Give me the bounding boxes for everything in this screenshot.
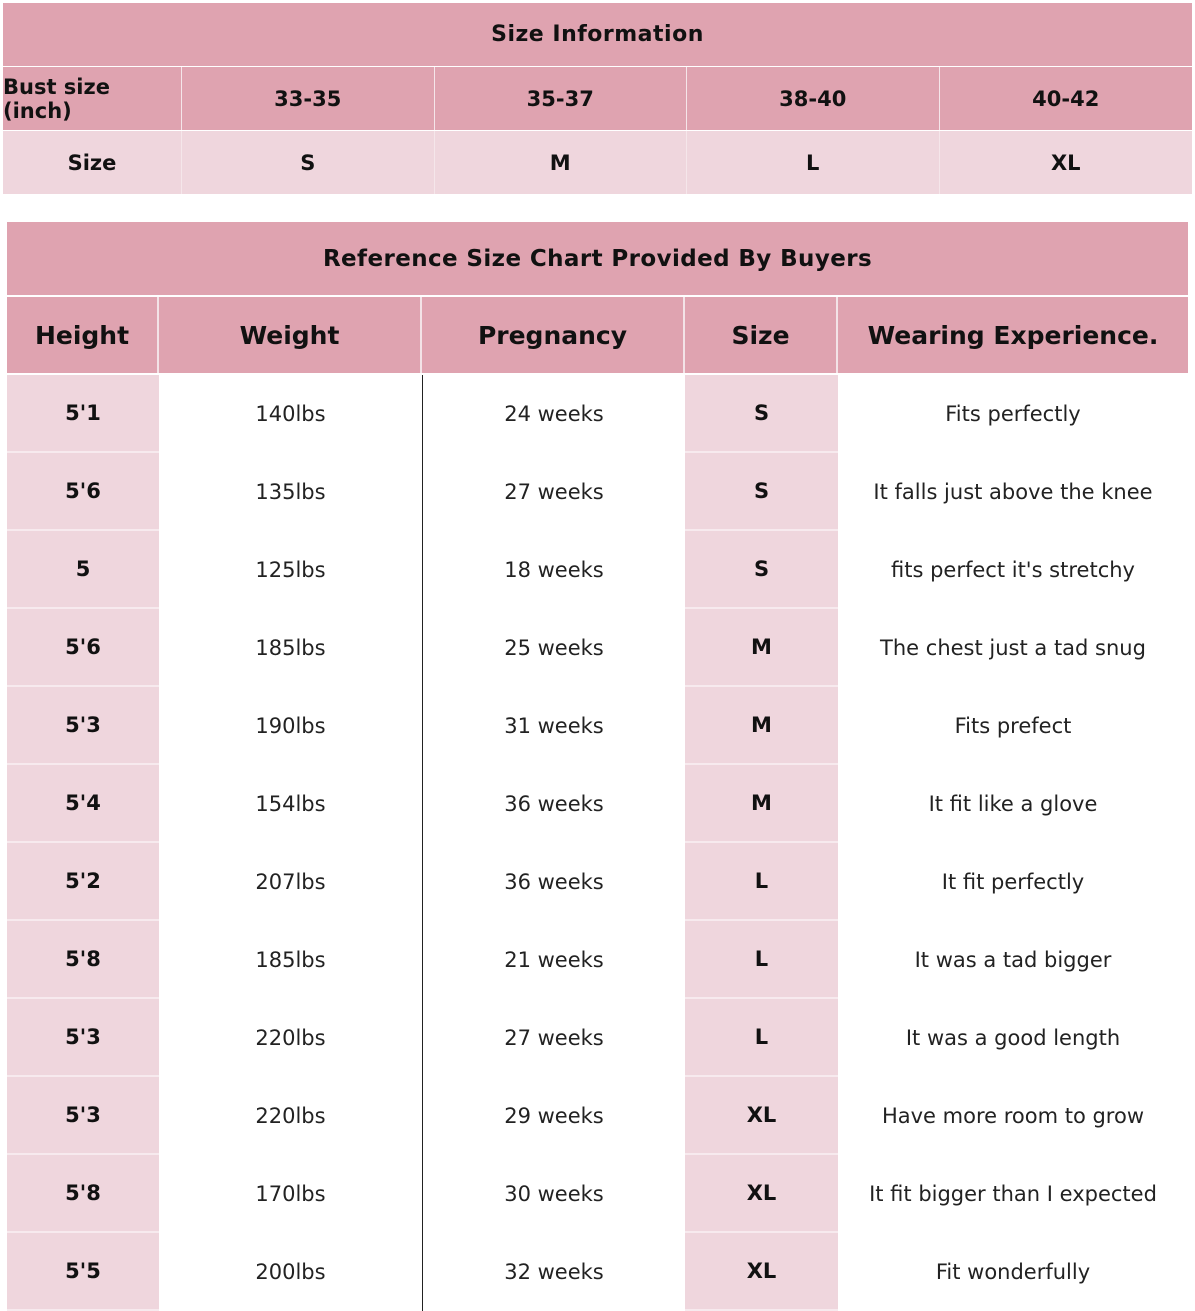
size-cell: L (685, 843, 838, 921)
pregnancy-cell: 29 weeks (422, 1077, 685, 1155)
pregnancy-cell: 21 weeks (422, 921, 685, 999)
weight-cell: 140lbs (159, 375, 422, 453)
wearing-experience-cell: It was a tad bigger (838, 921, 1188, 999)
table-row (7, 765, 1188, 843)
pregnancy-cell: 32 weeks (422, 1233, 685, 1311)
pregnancy-cell: 18 weeks (422, 531, 685, 609)
pregnancy-cell: 31 weeks (422, 687, 685, 765)
reference-chart-body (7, 375, 1188, 1311)
header-pregnancy: Pregnancy (422, 297, 685, 373)
size-cell: S (685, 531, 838, 609)
table-row (7, 1233, 1188, 1311)
weight-cell: 190lbs (159, 687, 422, 765)
height-cell: 5'8 (7, 921, 159, 999)
height-cell: 5'2 (7, 843, 159, 921)
size-cell: XL (940, 131, 1193, 194)
height-cell: 5'3 (7, 687, 159, 765)
height-cell: 5'8 (7, 1155, 159, 1233)
bust-size-row (3, 67, 1192, 130)
wearing-experience-cell: Fit wonderfully (838, 1233, 1188, 1311)
weight-cell: 207lbs (159, 843, 422, 921)
wearing-experience-cell: It falls just above the knee (838, 453, 1188, 531)
wearing-experience-cell: It fit bigger than I expected (838, 1155, 1188, 1233)
bust-range-cell: 35-37 (435, 67, 688, 130)
size-information-title: Size Information (3, 3, 1192, 66)
weight-cell: 200lbs (159, 1233, 422, 1311)
wearing-experience-cell: Fits perfectly (838, 375, 1188, 453)
table-row (7, 999, 1188, 1077)
header-height: Height (7, 297, 159, 373)
pregnancy-cell: 24 weeks (422, 375, 685, 453)
wearing-experience-cell: fits perfect it's stretchy (838, 531, 1188, 609)
wearing-experience-cell: It was a good length (838, 999, 1188, 1077)
height-cell: 5'6 (7, 453, 159, 531)
weight-cell: 185lbs (159, 609, 422, 687)
bust-size-label: Bust size (inch) (3, 67, 182, 130)
height-cell: 5'1 (7, 375, 159, 453)
bust-range-cell: 40-42 (940, 67, 1193, 130)
bust-range-cell: 38-40 (687, 67, 940, 130)
pregnancy-cell: 27 weeks (422, 999, 685, 1077)
size-cell: XL (685, 1077, 838, 1155)
size-cell: XL (685, 1155, 838, 1233)
reference-size-chart (7, 222, 1188, 1308)
weight-cell: 220lbs (159, 1077, 422, 1155)
size-cell: M (435, 131, 688, 194)
header-wearing-experience: Wearing Experience. (838, 297, 1188, 373)
size-cell: S (685, 375, 838, 453)
size-row (3, 131, 1192, 194)
weight-cell: 135lbs (159, 453, 422, 531)
height-cell: 5'6 (7, 609, 159, 687)
size-cell: L (685, 999, 838, 1077)
height-cell: 5'3 (7, 999, 159, 1077)
size-cell: L (687, 131, 940, 194)
table-row (7, 453, 1188, 531)
reference-chart-title: Reference Size Chart Provided By Buyers (7, 222, 1188, 295)
weight-cell: 220lbs (159, 999, 422, 1077)
size-label: Size (3, 131, 182, 194)
height-cell: 5'5 (7, 1233, 159, 1311)
size-cell: M (685, 609, 838, 687)
weight-cell: 185lbs (159, 921, 422, 999)
height-cell: 5'4 (7, 765, 159, 843)
size-information-table (3, 3, 1192, 194)
header-size: Size (685, 297, 838, 373)
weight-cell: 125lbs (159, 531, 422, 609)
size-cell: M (685, 687, 838, 765)
weight-cell: 154lbs (159, 765, 422, 843)
wearing-experience-cell: It fit like a glove (838, 765, 1188, 843)
table-row (7, 843, 1188, 921)
weight-cell: 170lbs (159, 1155, 422, 1233)
table-row (7, 1077, 1188, 1155)
height-cell: 5'3 (7, 1077, 159, 1155)
table-row (7, 687, 1188, 765)
pregnancy-cell: 30 weeks (422, 1155, 685, 1233)
size-cell: S (685, 453, 838, 531)
table-row (7, 921, 1188, 999)
table-row (7, 1155, 1188, 1233)
wearing-experience-cell: Have more room to grow (838, 1077, 1188, 1155)
table-row (7, 531, 1188, 609)
wearing-experience-cell: The chest just a tad snug (838, 609, 1188, 687)
pregnancy-cell: 27 weeks (422, 453, 685, 531)
table-row (7, 375, 1188, 453)
pregnancy-cell: 36 weeks (422, 765, 685, 843)
wearing-experience-cell: Fits prefect (838, 687, 1188, 765)
size-cell: S (182, 131, 435, 194)
pregnancy-cell: 36 weeks (422, 843, 685, 921)
size-cell: M (685, 765, 838, 843)
table-row (7, 609, 1188, 687)
height-cell: 5 (7, 531, 159, 609)
size-cell: L (685, 921, 838, 999)
wearing-experience-cell: It fit perfectly (838, 843, 1188, 921)
bust-range-cell: 33-35 (182, 67, 435, 130)
reference-chart-header-row (7, 297, 1188, 373)
header-weight: Weight (159, 297, 422, 373)
pregnancy-cell: 25 weeks (422, 609, 685, 687)
size-cell: XL (685, 1233, 838, 1311)
